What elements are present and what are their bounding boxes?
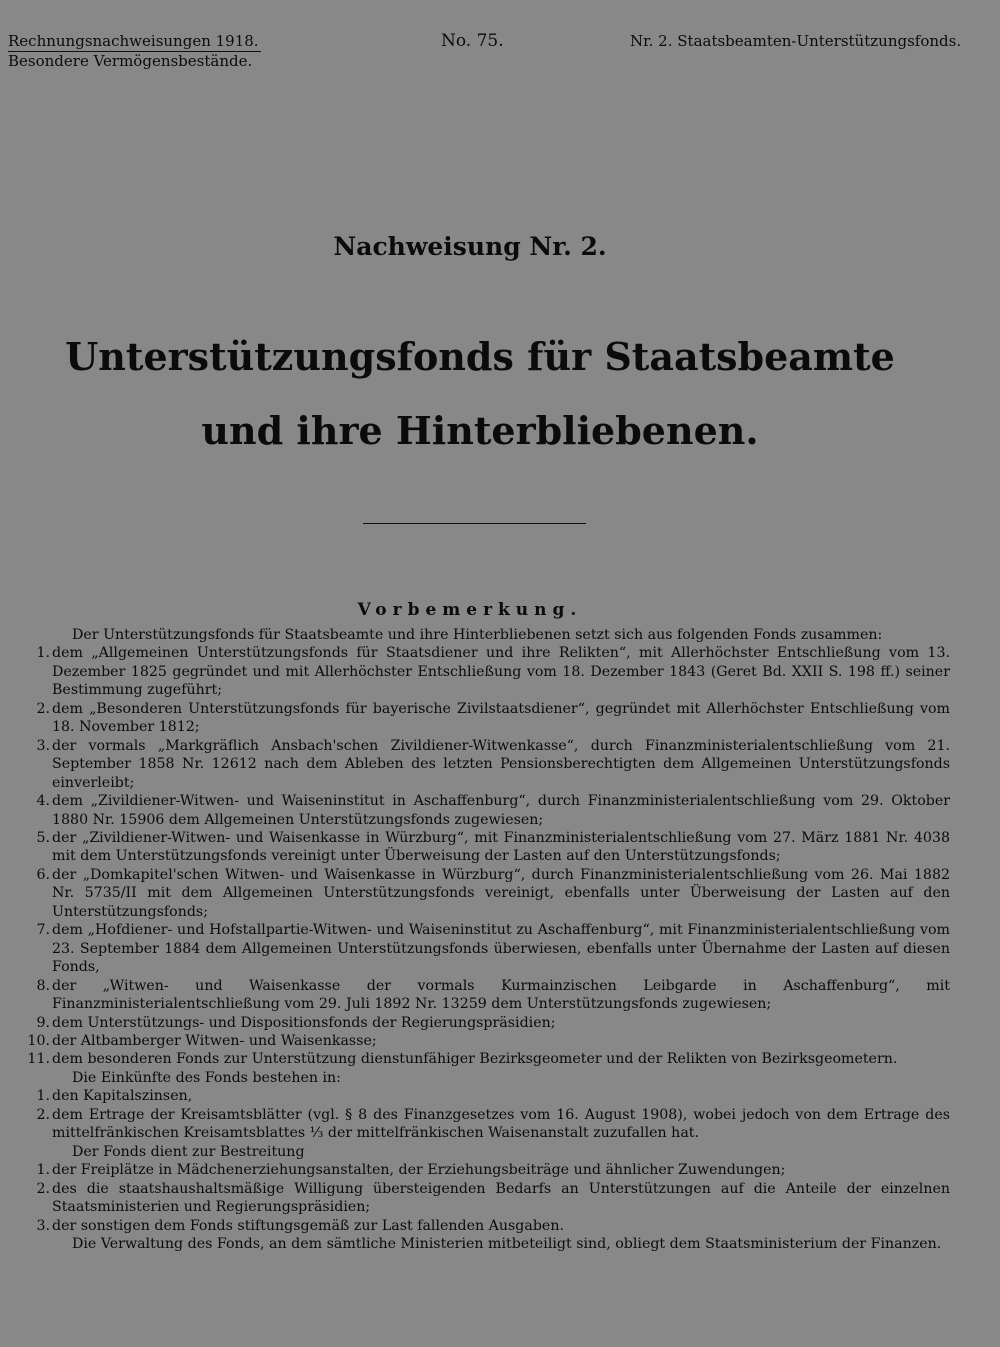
header-number: No. 75. [441,31,504,51]
list-item [22,1050,950,1068]
list-item [22,737,950,792]
item-number: 4. [36,793,50,810]
item-text: dem besonderen Fonds zur Unterstützung dienstunfähiger Bezirksgeometer und der Relikten von Bezirksgeometern. [52,1051,898,1068]
income-intro: Die Einkünfte des Fonds bestehen in: [72,1069,341,1086]
item-number: 1. [36,1162,50,1179]
list-item [22,829,950,866]
list-item [22,1087,950,1105]
item-text: der sonstigen dem Fonds stiftungsgemäß zur Last fallenden Ausgaben. [52,1217,564,1234]
item-text: der „Zivildiener-Witwen- und Waisenkasse in Würzburg“, mit Finanzministerialentschließung vom 27. März 1881 Nr. 4038 mit dem Unterstützungsfonds vereinigt unter Überweisung der Lasten auf den Unterstützungsfonds; [52,829,950,865]
list-item [22,1217,950,1235]
document-title-line2: und ihre Hinterbliebenen. [201,408,759,453]
list-item [22,1180,950,1217]
item-number: 3. [36,737,50,754]
item-number: 7. [36,922,50,939]
item-number: 6. [36,866,50,883]
list-item [22,700,950,737]
item-number: 3. [36,1217,50,1234]
item-text: dem „Hofdiener- und Hofstallpartie-Witwen- und Waiseninstitut zu Aschaffenburg“, mit Finanzministerialentschließung vom 23. September 1884 dem Allgemeinen Unterstützungsfonds überwiesen, ebenfalls unter Übernahme der Lasten auf diesen Fonds, [52,922,950,976]
administration-paragraph: Die Verwaltung des Fonds, an dem sämtliche Ministerien mitbeteiligt sind, obliegt dem Staatsministerium der Finanzen. [72,1235,942,1252]
item-number: 5. [36,829,50,846]
list-item [22,1032,950,1050]
list-item [22,1014,950,1032]
list-item [22,866,950,921]
item-text: der „Witwen- und Waisenkasse der vormals Kurmainzischen Leibgarde in Aschaffenburg“, mit Finanzministerialentschließung vom 29. Juli 1892 Nr. 13259 dem Unterstützungsfonds zugewiesen; [52,977,950,1013]
document-body [22,626,950,1253]
item-text: dem Unterstützungs- und Dispositionsfonds der Regierungspräsidien; [52,1014,556,1031]
item-text: den Kapitalszinsen, [52,1088,193,1105]
list-item [22,644,950,699]
income-list [22,1087,950,1142]
document-title-line1: Unterstützungsfonds für Staatsbeamte [65,334,895,379]
item-number: 2. [36,1106,50,1123]
item-number: 8. [36,977,50,994]
section-heading: Vorbemerkung. [357,600,583,620]
item-number: 2. [36,1180,50,1197]
item-number: 1. [36,1088,50,1105]
list-item [22,921,950,976]
item-text: der Freiplätze in Mädchenerziehungsanstalten, der Erziehungsbeiträge und ähnlicher Zuwendungen; [52,1162,786,1179]
purpose-list [22,1161,950,1235]
document-subtitle: Nachweisung Nr. 2. [333,232,607,261]
header-left [8,32,261,71]
item-text: dem „Zivildiener-Witwen- und Waiseninstitut in Aschaffenburg“, durch Finanzministerialentschließung vom 29. Oktober 1880 Nr. 15906 dem Allgemeinen Unterstützungsfonds zugewiesen; [52,793,950,828]
list-item [22,1106,950,1143]
item-text: der „Domkapitel'schen Witwen- und Waisenkasse in Würzburg“, durch Finanzministerialentschließung vom 26. Mai 1882 Nr. 5735/II mit dem Allgemeinen Unterstützungsfonds vereinigt, ebenfalls unter Überweisung der Lasten auf den Unterstützungsfonds; [52,866,950,920]
title-divider [363,523,586,524]
item-number: 1. [36,645,50,662]
funds-list [22,644,950,1068]
item-text: der Altbamberger Witwen- und Waisenkasse; [52,1032,377,1049]
item-text: der vormals „Markgräflich Ansbach'schen Zivildiener-Witwenkasse“, durch Finanzministerialentschließung vom 21. September 1858 Nr. 12612 nach dem Ableben des letzten Pensionsberechtigten dem Allgemeinen Unterstützungsfonds einverleibt; [52,737,950,791]
item-text: dem „Besonderen Unterstützungsfonds für bayerische Zivilstaatsdiener“, gegründet mit Allerhöchster Entschließung vom 18. November 1812; [52,700,950,736]
list-item [22,977,950,1014]
item-number: 10. [27,1032,50,1049]
header-right: Nr. 2. Staatsbeamten-Unterstützungsfonds. [630,32,962,50]
item-number: 11. [27,1051,50,1068]
item-text: des die staatshaushaltsmäßige Willigung übersteigenden Bedarfs an Unterstützungen auf die Anteile der einzelnen Staatsministerien und Regierungspräsidien; [52,1180,950,1216]
header-left-line1: Rechnungsnachweisungen 1918. [8,32,259,50]
item-text: dem „Allgemeinen Unterstützungsfonds für Staatsdiener und ihre Relikten“, mit Allerhöchster Entschließung vom 13. Dezember 1825 gegründet und mit Allerhöchster Entschließung vom 18. Dezember 1843 (Geret Bd. XXII S. 198 ff.) seiner Bestimmung zugeführt; [52,645,950,699]
list-item [22,792,950,829]
header-left-line2: Besondere Vermögensbestände. [8,52,253,70]
item-text: dem Ertrage der Kreisamtsblätter (vgl. § 8 des Finanzgesetzes vom 16. August 1908), wobei jedoch von dem Ertrage des mittelfränkischen Kreisamtsblattes ⅓ der mittelfränkischen Waisenanstalt zuzufallen hat. [52,1106,950,1142]
item-number: 9. [36,1014,50,1031]
purpose-intro: Der Fonds dient zur Bestreitung [72,1143,305,1160]
list-item [22,1161,950,1179]
item-number: 2. [36,700,50,717]
intro-paragraph: Der Unterstützungsfonds für Staatsbeamte und ihre Hinterbliebenen setzt sich aus folgenden Fonds zusammen: [72,627,883,643]
